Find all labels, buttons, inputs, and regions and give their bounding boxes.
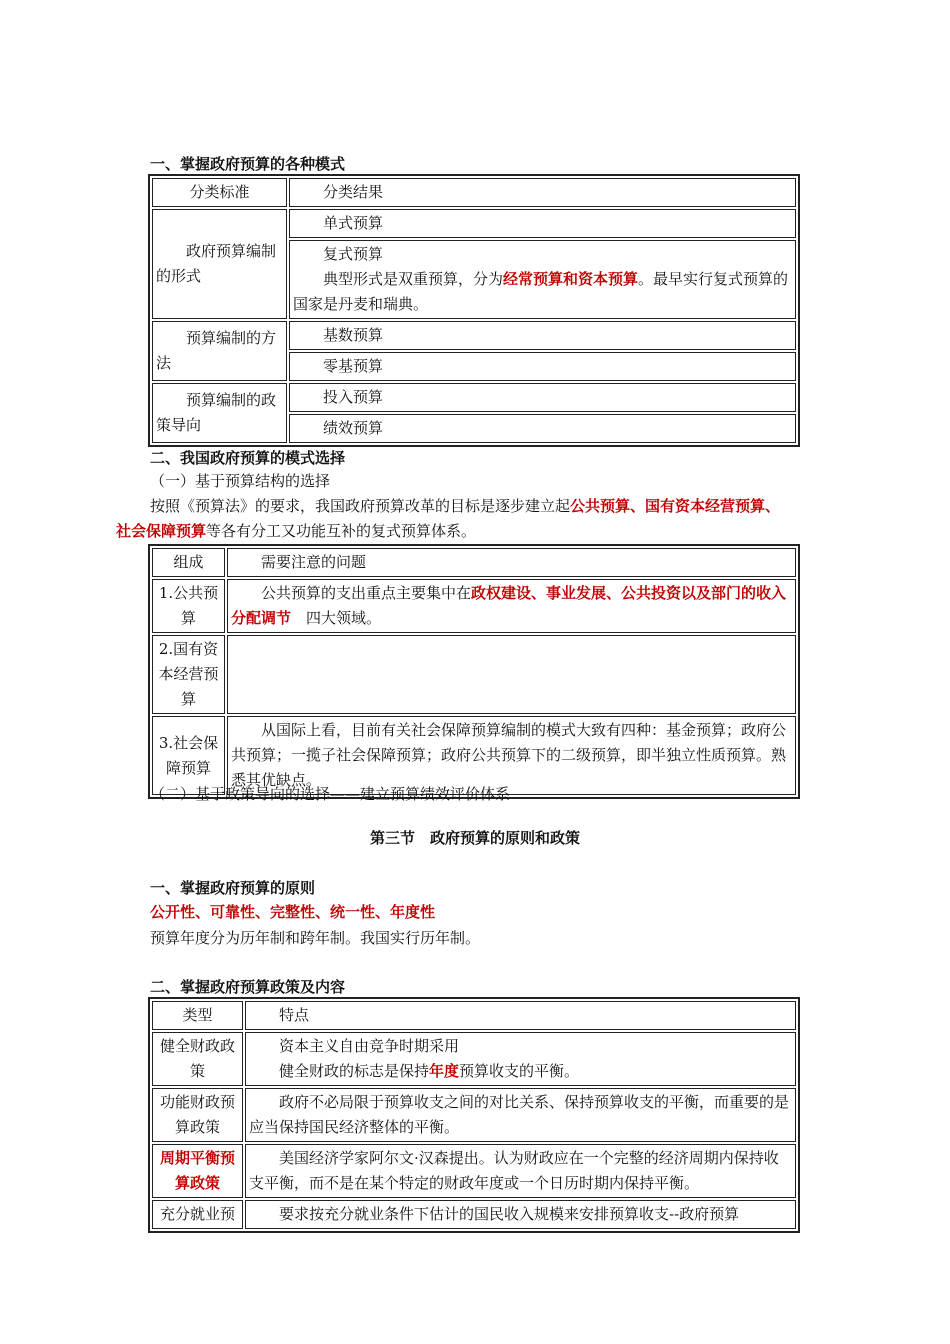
s2-paragraph: 按照《预算法》的要求，我国政府预算改革的目标是逐步建立起公共预算、国有资本经营预算、 社会保障预算等各有分工又功能互补的复式预算体系。 <box>116 497 781 540</box>
s2-sub2: （二）基于政策导向的选择——建立预算绩效评价体系 <box>150 785 511 803</box>
s2-row-social-text: 从国际上看，目前有关社会保障预算编制的模式大致有四种：基金预算；政府公共预算；一揽子社会保障预算；政府公共预算下的二级预算，即半独立性质预算。熟悉其优缺点。 <box>227 716 796 795</box>
s3-header-col1: 类型 <box>152 1001 243 1030</box>
s3-header-col2: 特点 <box>245 1001 796 1030</box>
s1-header-col2: 分类结果 <box>289 178 796 207</box>
s1-cat-policy: 预算编制的政策导向 <box>152 383 287 443</box>
s2-row-public-label: 1.公共预算 <box>152 579 225 633</box>
s1-input-budget: 投入预算 <box>289 383 796 412</box>
s3-title: 第三节 政府预算的原则和政策 <box>369 829 580 847</box>
s1-table <box>148 174 800 447</box>
s3-policy-fullemployment-text: 要求按充分就业条件下估计的国民收入规模来安排预算收支--政府预算 <box>245 1200 796 1229</box>
s2-header-col1: 组成 <box>152 548 225 577</box>
s3-principles: 公开性、可靠性、完整性、统一性、年度性 <box>150 903 436 921</box>
s3-policy-sound-label: 健全财政政策 <box>152 1032 243 1086</box>
s3-policy-cyclical-text: 美国经济学家阿尔文·汉森提出。认为财政应在一个完整的经济周期内保持收支平衡，而不是在某个特定的财政年度或一个日历时期内保持平衡。 <box>245 1144 796 1198</box>
s1-highlight: 经常预算和资本预算 <box>503 270 639 288</box>
s2-row-state-text <box>227 635 796 714</box>
s3-heading1: 一、掌握政府预算的原则 <box>150 879 316 897</box>
s2-row-social-label: 3.社会保障预算 <box>152 716 225 795</box>
s3-policy-fullemployment-label: 充分就业预 <box>152 1200 243 1229</box>
s1-base-budget: 基数预算 <box>289 321 796 350</box>
s1-cat-method: 预算编制的方法 <box>152 321 287 381</box>
s2-sub1: （一）基于预算结构的选择 <box>150 472 331 490</box>
s2-row-state-label: 2.国有资本经营预算 <box>152 635 225 714</box>
s1-performance-budget: 绩效预算 <box>289 414 796 443</box>
s1-header-col1: 分类标准 <box>152 178 287 207</box>
s1-single-budget: 单式预算 <box>289 209 796 238</box>
s3-heading2: 二、掌握政府预算政策及内容 <box>150 978 346 996</box>
s2-heading: 二、我国政府预算的模式选择 <box>150 449 346 467</box>
s1-heading: 一、掌握政府预算的各种模式 <box>150 155 346 173</box>
s3-policy-functional-label: 功能财政预算政策 <box>152 1088 243 1142</box>
s2-row-public-text: 公共预算的支出重点主要集中在政权建设、事业发展、公共投资以及部门的收入分配调节 四大领域。 <box>227 579 796 633</box>
s3-policy-sound-text: 资本主义自由竞争时期采用 健全财政的标志是保持年度预算收支的平衡。 <box>245 1032 796 1086</box>
s3-year-note: 预算年度分为历年制和跨年制。我国实行历年制。 <box>150 929 481 947</box>
s3-policy-cyclical-label: 周期平衡预算政策 <box>152 1144 243 1198</box>
s1-compound-budget: 复式预算 典型形式是双重预算，分为经常预算和资本预算。最早实行复式预算的国家是丹麦和瑞典。 <box>289 240 796 319</box>
s1-zero-budget: 零基预算 <box>289 352 796 381</box>
s1-cat-form: 政府预算编制的形式 <box>152 209 287 319</box>
s3-policy-functional-text: 政府不必局限于预算收支之间的对比关系、保持预算收支的平衡，而重要的是应当保持国民经济整体的平衡。 <box>245 1088 796 1142</box>
s2-table <box>148 544 800 799</box>
s3-table <box>148 997 800 1233</box>
s2-header-col2: 需要注意的问题 <box>227 548 796 577</box>
